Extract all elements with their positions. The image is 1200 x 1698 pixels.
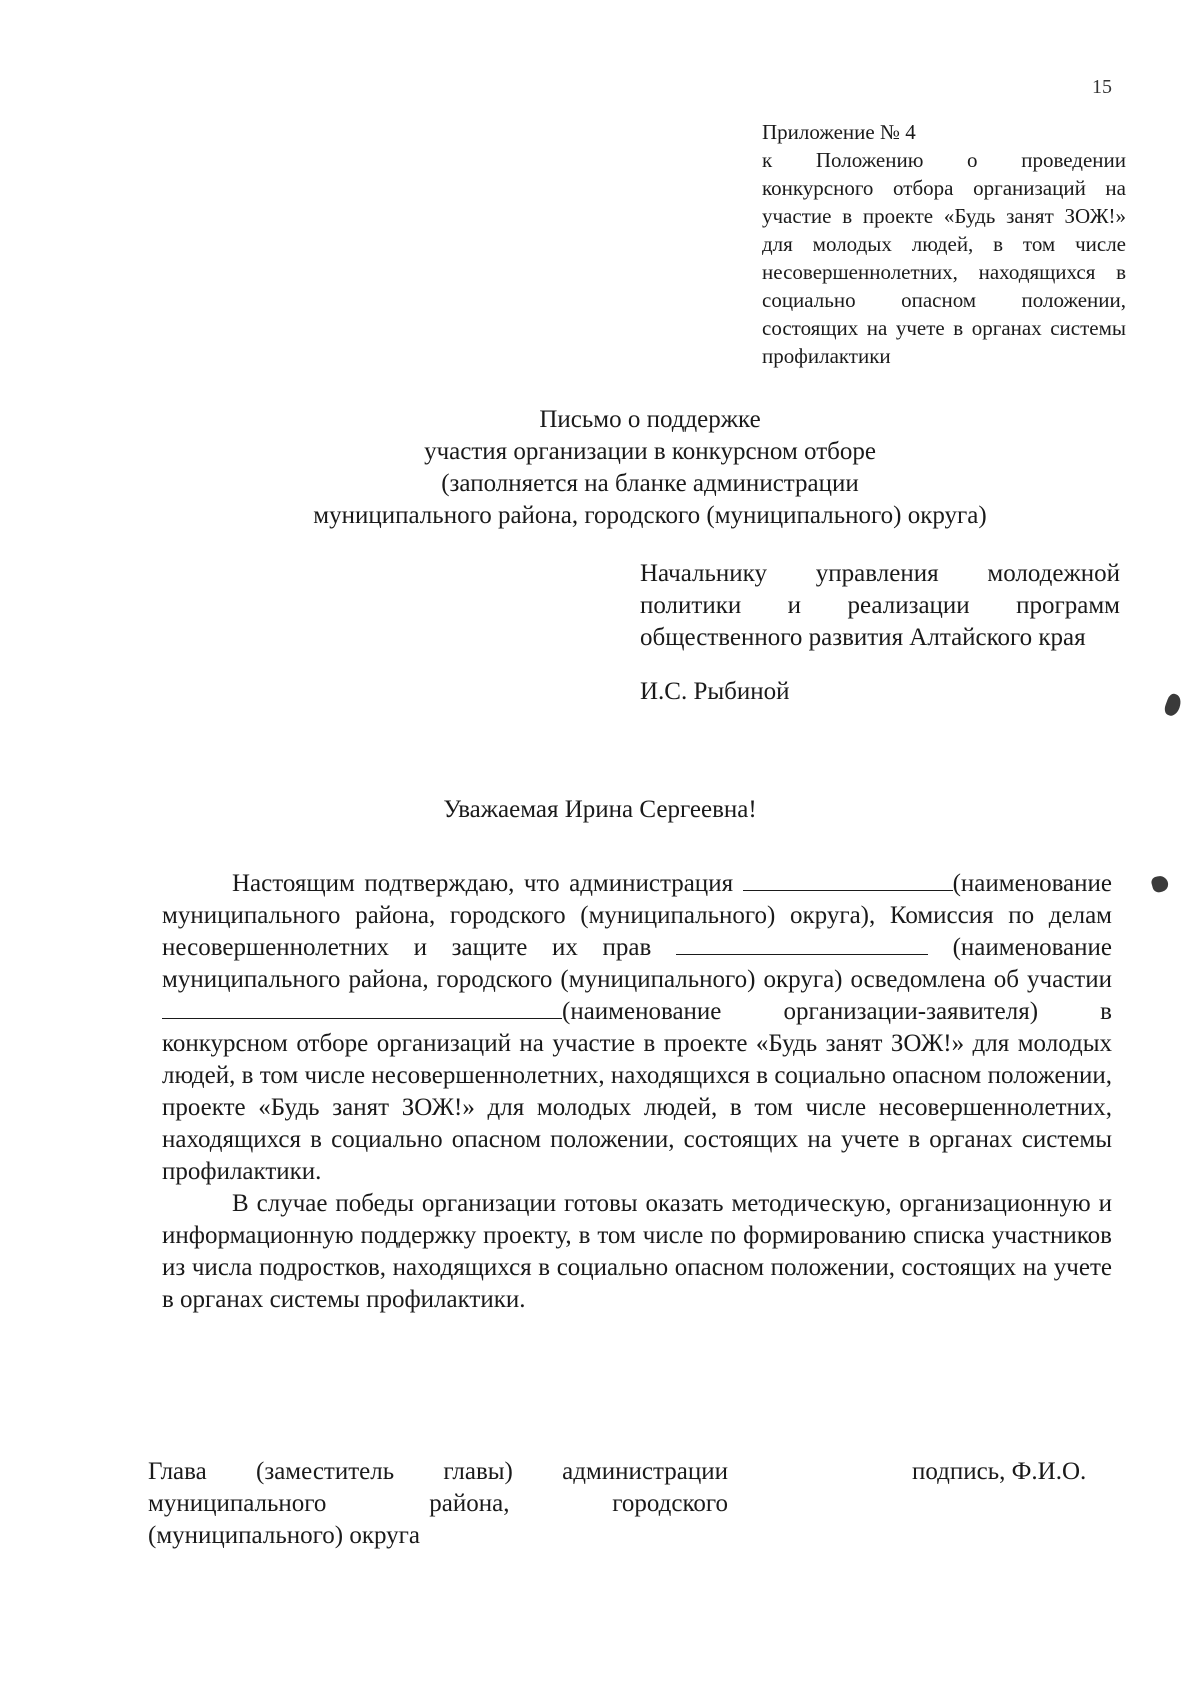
body-p1-part-4: (наименование организации-заявителя) в конкурсном отборе организаций на участие в проекте «Будь занят ЗОЖ!» для молодых людей, в том числе несовершеннолетних, находящихся в социально опасном положении, проекте «Будь занят ЗОЖ!» для молодых людей, в том числе несовершеннолетних, находящихся в социально опасном положении, состоящих на учете в органах системы профилактики. xyxy=(162,998,1112,1185)
heading-line-4: муниципального района, городского (муниципального) округа) xyxy=(313,502,987,529)
heading-line-1: Письмо о поддержке xyxy=(539,406,761,433)
appendix-title: Приложение № 4 xyxy=(762,120,916,144)
heading-line-2: участия организации в конкурсном отборе xyxy=(424,438,876,465)
body-paragraph-1 xyxy=(162,868,1112,1188)
body-p1-part-1: Настоящим подтверждаю, что администрация xyxy=(232,870,743,897)
addressee-name: И.С. Рыбиной xyxy=(640,678,790,705)
addressee-recipient: Начальнику управления молодежной политики и реализации программ общественного развития Алтайского края xyxy=(640,560,1120,651)
letter-body xyxy=(162,868,1112,1316)
salutation: Уважаемая Ирина Сергеевна! xyxy=(443,796,757,823)
letter-heading xyxy=(200,404,1100,532)
page-number: 15 xyxy=(1092,76,1112,98)
signature-label: подпись, Ф.И.О. xyxy=(912,1458,1087,1485)
signature-position: Глава (заместитель главы) администрации муниципального района, городского (муниципального) округа xyxy=(148,1458,728,1549)
appendix-note xyxy=(762,118,1126,370)
body-paragraph-2: В случае победы организации готовы оказать методическую, организационную и информационную поддержку проекту, в том числе по формированию списка участников из числа подростков, находящихся в социально опасном положении, состоящих на учете в органах системы профилактики. xyxy=(162,1190,1112,1313)
blank-organization-name xyxy=(162,996,562,1019)
blank-municipality-name xyxy=(743,868,953,891)
body-p1-part-3: (наименование муниципального района, городского (муниципального) округа) осведомлена об участии xyxy=(162,934,1112,993)
body-p1-part-2: (наименование муниципального района, городского (муниципального) округа), Комиссия по делам несовершеннолетних и защите их прав xyxy=(162,870,1112,961)
blank-commission-name xyxy=(676,932,928,955)
appendix-body: к Положению о проведении конкурсного отбора организаций на участие в проекте «Будь занят ЗОЖ!» для молодых людей, в том числе несовершеннолетних, находящихся в социально опасном положении, состоящих на учете в органах системы профилактики xyxy=(762,148,1126,368)
heading-line-3: (заполняется на бланке администрации xyxy=(441,470,859,497)
scan-artifact xyxy=(1150,874,1170,894)
scan-artifact xyxy=(1163,692,1184,717)
addressee-block xyxy=(640,558,1120,708)
